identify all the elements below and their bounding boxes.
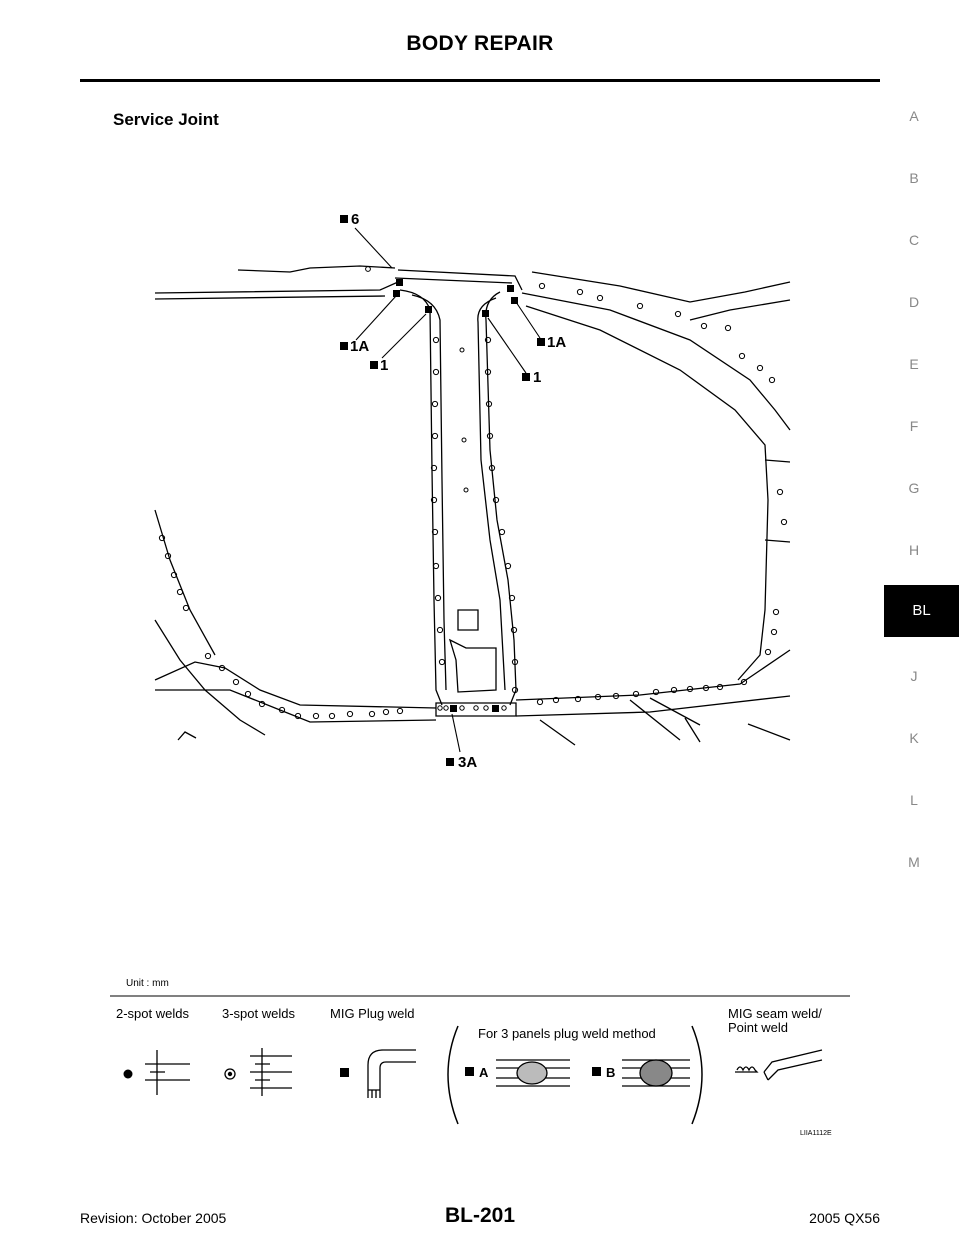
section-title: Service Joint <box>113 110 219 129</box>
weld-legend <box>110 978 850 1124</box>
roof-rail-lines <box>155 266 790 680</box>
service-joint-figure <box>100 180 860 1080</box>
legend-mig-plug-label: MIG Plug weld <box>330 1006 415 1021</box>
index-tab-j[interactable]: J <box>910 668 918 684</box>
footer-model: 2005 QX56 <box>809 1210 880 1226</box>
mig-plug-weld-marks <box>393 279 518 712</box>
index-tab-f[interactable]: F <box>909 418 919 434</box>
two-spot-weld-symbol <box>124 1050 191 1095</box>
footer-page-number: BL-201 <box>444 1204 516 1227</box>
index-tab-b[interactable]: B <box>909 170 919 186</box>
index-tab-g[interactable]: G <box>908 480 920 496</box>
panel-method-a-symbol <box>465 1060 570 1086</box>
index-tab-bl-active[interactable]: BL <box>884 585 959 637</box>
rocker-sill-lines <box>155 510 790 745</box>
panel-method-b-symbol <box>592 1060 690 1086</box>
legend-three-spot-label: 3-spot welds <box>222 1006 295 1021</box>
index-tab-d[interactable]: D <box>908 294 920 310</box>
index-tab-h[interactable]: H <box>908 542 920 558</box>
index-tab-e[interactable]: E <box>909 356 919 372</box>
spot-weld-holes <box>159 267 786 719</box>
index-tab-a[interactable]: A <box>909 108 919 124</box>
header-rule <box>80 79 880 82</box>
center-pillar-outline <box>400 290 516 716</box>
legend-three-panel-label: For 3 panels plug weld method <box>478 1026 656 1041</box>
page-header-title: BODY REPAIR <box>406 32 554 55</box>
callout-1a-right: 1A <box>547 334 567 351</box>
footer-revision: Revision: October 2005 <box>80 1210 227 1226</box>
mig-seam-weld-symbol <box>735 1050 822 1080</box>
callout-1-right: 1 <box>533 369 542 386</box>
legend-two-spot-label: 2-spot welds <box>116 1006 189 1021</box>
index-tab-l[interactable]: L <box>910 792 918 808</box>
figure-id: LIIA1112E <box>800 1130 832 1137</box>
index-tab-k[interactable]: K <box>909 730 919 746</box>
mig-plug-weld-symbol <box>340 1050 416 1098</box>
legend-mig-seam-label-2: Point weld <box>728 1020 788 1035</box>
index-tab-m[interactable]: M <box>908 854 920 870</box>
callout-6: 6 <box>351 211 360 228</box>
unit-label: Unit : mm <box>126 978 169 989</box>
svg-text:B: B <box>606 1065 616 1080</box>
three-spot-weld-symbol <box>225 1048 292 1096</box>
index-tab-c[interactable]: C <box>908 232 920 248</box>
callout-1-left: 1 <box>380 357 389 374</box>
legend-mig-seam-label-1: MIG seam weld/ <box>728 1006 822 1021</box>
svg-text:A: A <box>479 1065 489 1080</box>
callout-leader-lines <box>355 228 540 752</box>
callout-3a: 3A <box>458 754 478 771</box>
callout-1a-left: 1A <box>350 338 370 355</box>
